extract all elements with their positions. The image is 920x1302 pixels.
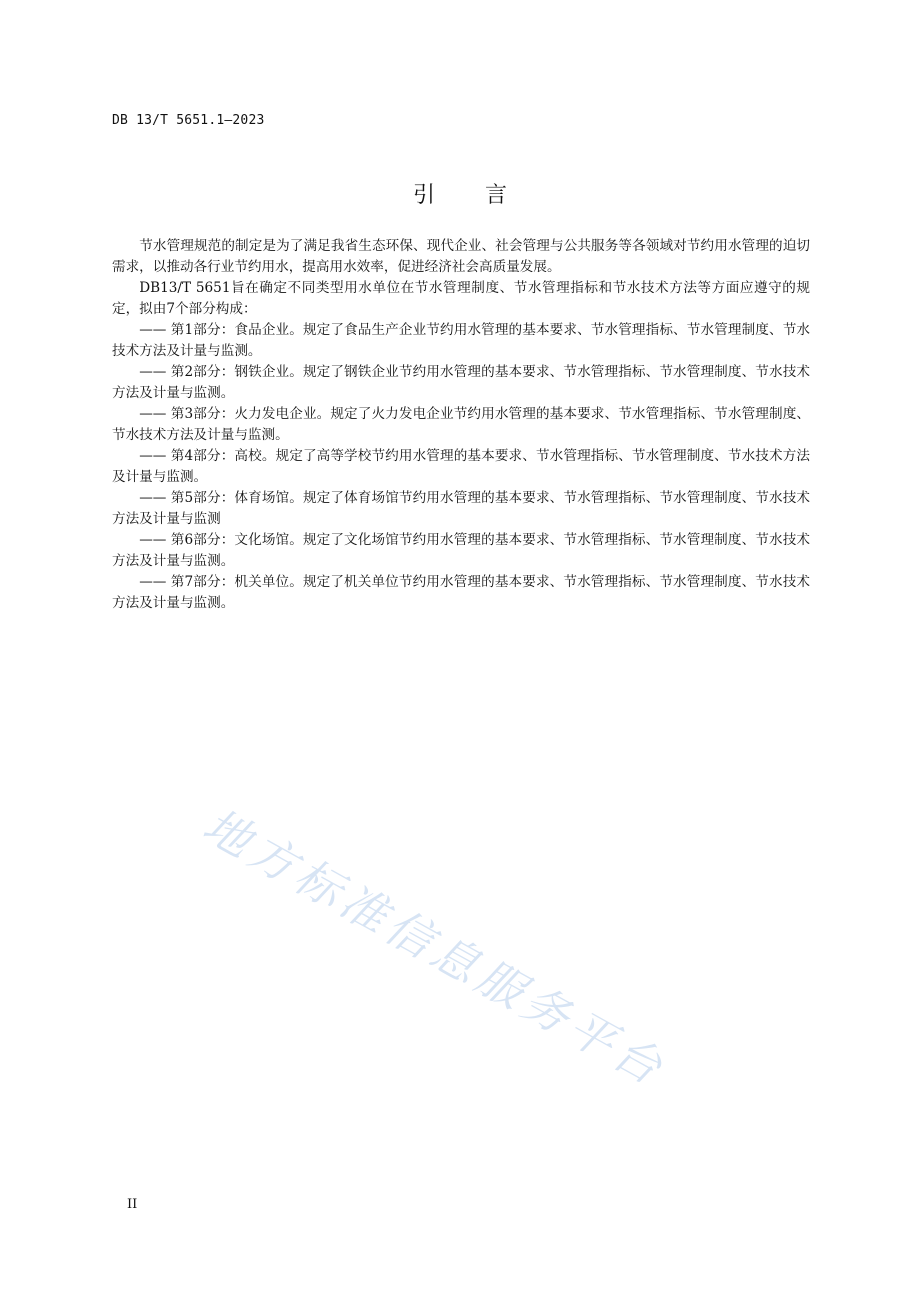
part-list-item: —— 第3部分：火力发电企业。规定了火力发电企业节约用水管理的基本要求、节水管理指标、节水管理制度、节水技术方法及计量与监测。 <box>112 406 810 443</box>
part-list-item: —— 第5部分：体育场馆。规定了体育场馆节约用水管理的基本要求、节水管理指标、节水管理制度、节水技术方法及计量与监测 <box>112 490 810 527</box>
introduction-body <box>112 236 810 614</box>
intro-paragraph: 节水管理规范的制定是为了满足我省生态环保、现代企业、社会管理与公共服务等各领域对节约用水管理的迫切需求，以推动各行业节约用水，提高用水效率，促进经济社会高质量发展。 <box>112 238 810 275</box>
watermark: 地方标准信息服务平台 <box>194 797 676 1098</box>
part-list-item: —— 第2部分：钢铁企业。规定了钢铁企业节约用水管理的基本要求、节水管理指标、节水管理制度、节水技术方法及计量与监测。 <box>112 364 810 401</box>
part-list-item: —— 第4部分：高校。规定了高等学校节约用水管理的基本要求、节水管理指标、节水管理制度、节水技术方法及计量与监测。 <box>112 448 810 485</box>
part-list-item: —— 第7部分：机关单位。规定了机关单位节约用水管理的基本要求、节水管理指标、节水管理制度、节水技术方法及计量与监测。 <box>112 574 810 611</box>
page-title: 引言 <box>412 183 557 208</box>
document-code: DB 13/T 5651.1—2023 <box>112 113 265 128</box>
page-number: II <box>127 1197 138 1212</box>
part-list-item: —— 第6部分：文化场馆。规定了文化场馆节约用水管理的基本要求、节水管理指标、节水管理制度、节水技术方法及计量与监测。 <box>112 532 810 569</box>
intro-paragraph: DB13/T 5651旨在确定不同类型用水单位在节水管理制度、节水管理指标和节水技术方法等方面应遵守的规定，拟由7个部分构成： <box>112 280 810 317</box>
part-list-item: —— 第1部分：食品企业。规定了食品生产企业节约用水管理的基本要求、节水管理指标、节水管理制度、节水技术方法及计量与监测。 <box>112 322 810 359</box>
